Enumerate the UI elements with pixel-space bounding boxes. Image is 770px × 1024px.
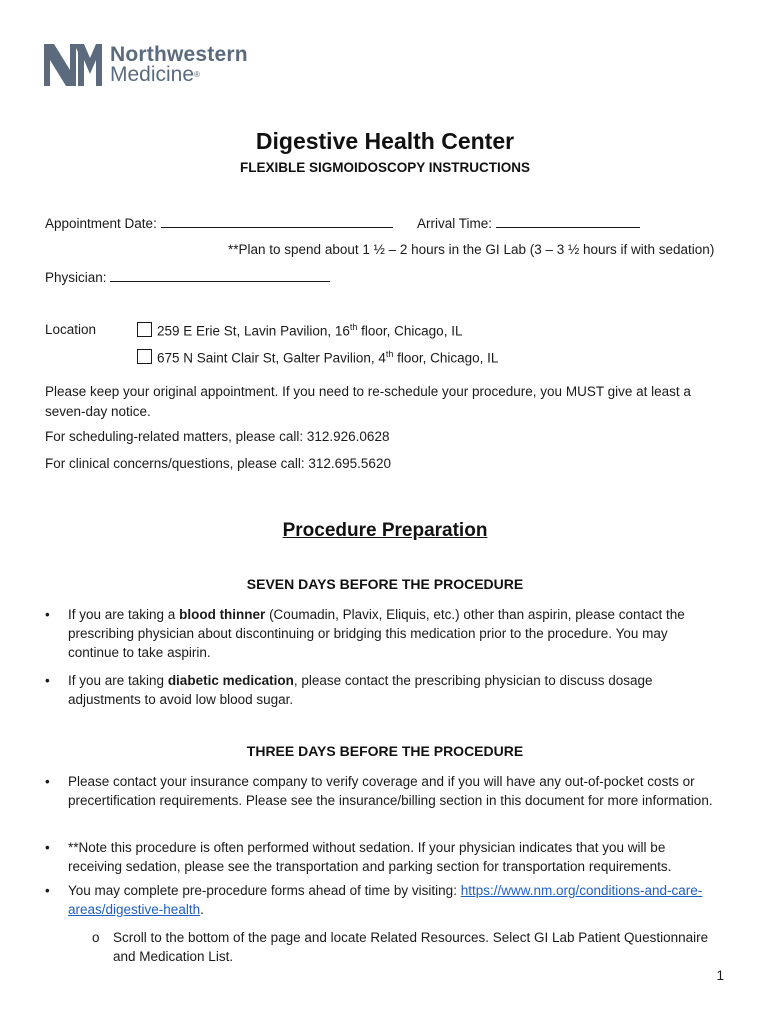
sedation-note-text: **Note this procedure is often performed without sedation. If your physician indicates that you will be receiving sedation, please see the transportation and parking section for transportation requirements. <box>68 840 672 874</box>
plan-note: **Plan to spend about 1 ½ – 2 hours in the GI Lab (3 – 3 ½ hours if with sedation) <box>228 242 715 257</box>
list-item: • You may complete pre-procedure forms ahead of time by visiting: https://www.nm.org/conditions-and-care-areas/digestive-health. <box>45 883 703 917</box>
list-item <box>45 838 725 878</box>
arrival-time-row <box>417 215 640 231</box>
logo-text-medicine: Medicine® <box>110 63 200 86</box>
location-label: Location <box>45 322 97 337</box>
sub-bullet-icon: o <box>92 930 100 945</box>
related-resources-text: Scroll to the bottom of the page and locate Related Resources. Select GI Lab Patient Questionnaire and Medication List. <box>113 930 709 964</box>
northwestern-medicine-logo <box>44 44 248 86</box>
location-option-erie: 259 E Erie St, Lavin Pavilion, 16th floor, Chicago, IL <box>157 322 463 339</box>
blood-thinner-emphasis: blood thinner <box>179 607 266 622</box>
physician-row <box>45 269 330 285</box>
physician-label: Physician: <box>45 270 107 285</box>
location-checkbox-erie[interactable] <box>137 322 152 337</box>
diabetic-medication-emphasis: diabetic medication <box>167 673 294 688</box>
list-item <box>92 928 732 968</box>
insurance-text: Please contact your insurance company to verify coverage and if you will have any out-of-pocket costs or precertification requirements. Please see the insurance/billing section in this document for more information. <box>68 774 713 808</box>
bullet-icon: • <box>45 774 50 789</box>
bullet-icon: • <box>45 883 50 898</box>
bullet-icon: • <box>45 673 50 688</box>
list-item: • If you are taking a blood thinner (Coumadin, Plavix, Eliquis, etc.) other than aspirin, please contact the prescribing physician about discontinuing or bridging this medication prior to the procedure. You may continue to take aspirin. <box>45 607 685 660</box>
location-checkbox-saint-clair[interactable] <box>137 349 152 364</box>
list-item: • If you are taking diabetic medication, please contact the prescribing physician to discuss dosage adjustments to avoid low blood sugar. <box>45 673 653 707</box>
clinical-phone-line: For clinical concerns/questions, please call: 312.695.5620 <box>45 456 391 471</box>
location-option-saint-clair: 675 N Saint Clair St, Galter Pavilion, 4th floor, Chicago, IL <box>157 349 499 366</box>
three-days-heading: THREE DAYS BEFORE THE PROCEDURE <box>246 743 524 759</box>
appointment-date-label: Appointment Date: <box>45 216 157 231</box>
page-number: 1 <box>716 968 724 983</box>
seven-days-heading: SEVEN DAYS BEFORE THE PROCEDURE <box>246 576 524 592</box>
scheduling-phone-line: For scheduling-related matters, please call: 312.926.0628 <box>45 429 390 444</box>
appointment-date-row <box>45 215 393 231</box>
logo-text-northwestern: Northwestern <box>110 43 248 66</box>
arrival-time-field[interactable] <box>496 215 640 228</box>
procedure-preparation-heading: Procedure Preparation <box>282 520 488 541</box>
list-item <box>45 772 725 830</box>
reschedule-notice: Please keep your original appointment. If you need to re-schedule your procedure, you MUST give at least a seven-day notice. <box>45 384 691 419</box>
digestive-health-link[interactable]: https://www.nm.org/conditions-and-care-areas/digestive-health <box>68 883 703 917</box>
arrival-time-label: Arrival Time: <box>417 216 493 231</box>
nm-logo-icon <box>44 44 102 86</box>
appointment-date-field[interactable] <box>161 215 393 228</box>
page-title: Digestive Health Center <box>255 128 515 154</box>
page-subtitle: FLEXIBLE SIGMOIDOSCOPY INSTRUCTIONS <box>239 160 531 175</box>
bullet-icon: • <box>45 607 50 622</box>
physician-field[interactable] <box>110 269 330 282</box>
bullet-icon: • <box>45 840 50 855</box>
